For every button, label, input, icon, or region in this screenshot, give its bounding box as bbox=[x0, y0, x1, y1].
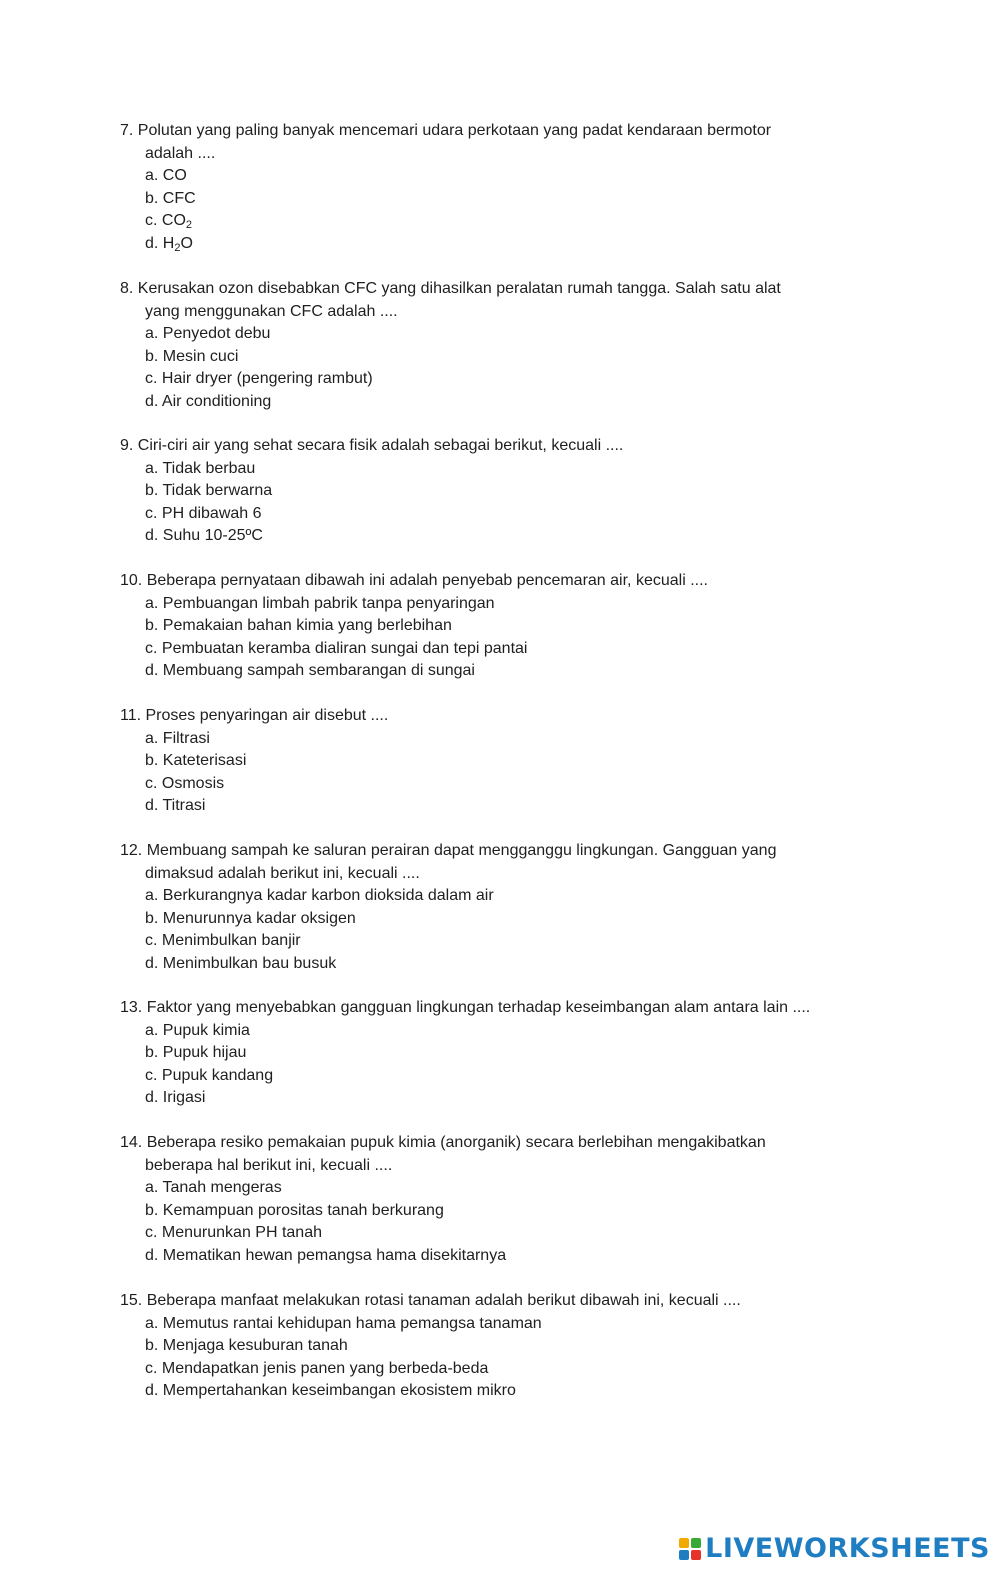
option-d: d. Irigasi bbox=[145, 1089, 206, 1106]
option-d: d. Suhu 10-25ºC bbox=[145, 527, 263, 544]
option-a: a. Tanah mengeras bbox=[145, 1179, 282, 1196]
option-a: a. Memutus rantai kehidupan hama pemangsa tanaman bbox=[145, 1314, 542, 1332]
question-stem: 14. Beberapa resiko pemakaian pupuk kimia (anorganik) secara berlebihan mengakibatkan beberapa hal berikut ini, kecuali .... bbox=[120, 1134, 766, 1174]
question-10 bbox=[120, 570, 880, 683]
option-b: b. Kemampuan porositas tanah berkurang bbox=[145, 1201, 444, 1219]
option-c: c. Menimbulkan banjir bbox=[145, 932, 301, 949]
option-b: b. Pupuk hijau bbox=[145, 1044, 247, 1061]
liveworksheets-brand[interactable] bbox=[679, 1533, 990, 1564]
option-a: a. Tidak berbau bbox=[145, 459, 256, 477]
question-12 bbox=[120, 840, 880, 975]
option-d: d. Mempertahankan keseimbangan ekosistem mikro bbox=[145, 1382, 516, 1399]
option-b: b. Tidak berwarna bbox=[145, 482, 273, 499]
option-b: b. Mesin cuci bbox=[145, 347, 239, 365]
question-8 bbox=[120, 278, 880, 413]
option-b: b. Menurunnya kadar oksigen bbox=[145, 909, 356, 927]
option-b: b. Kateterisasi bbox=[145, 752, 247, 769]
option-c: c. Pembuatan keramba dialiran sungai dan tepi pantai bbox=[145, 639, 528, 657]
question-stem: 15. Beberapa manfaat melakukan rotasi tanaman adalah berikut dibawah ini, kecuali .... bbox=[120, 1292, 741, 1309]
option-a: a. Filtrasi bbox=[145, 729, 210, 747]
option-d: d. Membuang sampah sembarangan di sungai bbox=[145, 662, 475, 679]
question-7 bbox=[120, 120, 880, 255]
option-d: d. Mematikan hewan pemangsa hama disekitarnya bbox=[145, 1246, 507, 1264]
question-14 bbox=[120, 1132, 880, 1267]
question-stem: 8. Kerusakan ozon disebabkan CFC yang dihasilkan peralatan rumah tangga. Salah satu alat yang menggunakan CFC adalah .... bbox=[120, 280, 781, 320]
option-d: d. Titrasi bbox=[145, 797, 206, 814]
option-d: d. $H_2O$ bbox=[145, 234, 193, 254]
liveworksheets-logo-icon bbox=[679, 1538, 701, 1560]
option-c: c. Pupuk kandang bbox=[145, 1066, 274, 1084]
option-a: a. Berkurangnya kadar karbon dioksida dalam air bbox=[145, 887, 494, 904]
question-stem: 13. Faktor yang menyebabkan gangguan lingkungan terhadap keseimbangan alam antara lain .... bbox=[120, 999, 811, 1016]
question-stem: 7. Polutan yang paling banyak mencemari udara perkotaan yang padat kendaraan bermotor adalah .... bbox=[120, 122, 772, 162]
option-a: a. Penyedot debu bbox=[145, 325, 271, 342]
option-d: d. Air conditioning bbox=[145, 392, 272, 410]
option-b: b. CFC bbox=[145, 189, 196, 207]
question-stem: 10. Beberapa pernyataan dibawah ini adalah penyebab pencemaran air, kecuali .... bbox=[120, 572, 708, 589]
option-c: c. $CO_2$ bbox=[145, 212, 193, 231]
option-c: c. Mendapatkan jenis panen yang berbeda-beda bbox=[145, 1359, 489, 1377]
option-b: b. Pemakaian bahan kimia yang berlebihan bbox=[145, 617, 452, 634]
option-c: c. Osmosis bbox=[145, 774, 225, 792]
question-13 bbox=[120, 997, 880, 1110]
option-a: a. Pembuangan limbah pabrik tanpa penyaringan bbox=[145, 594, 495, 612]
question-15 bbox=[120, 1290, 880, 1403]
question-stem: 9. Ciri-ciri air yang sehat secara fisik adalah sebagai berikut, kecuali .... bbox=[120, 437, 624, 454]
option-a: a. Pupuk kimia bbox=[145, 1021, 250, 1039]
option-a: a. CO bbox=[145, 167, 187, 184]
brand-name: LIVEWORKSHEETS bbox=[705, 1533, 990, 1564]
question-9 bbox=[120, 435, 880, 548]
option-b: b. Menjaga kesuburan tanah bbox=[145, 1337, 348, 1354]
question-stem: 11. Proses penyaringan air disebut .... bbox=[120, 707, 389, 724]
option-d: d. Menimbulkan bau busuk bbox=[145, 954, 337, 972]
option-c: c. PH dibawah 6 bbox=[145, 504, 262, 522]
option-c: c. Menurunkan PH tanah bbox=[145, 1224, 322, 1241]
option-c: c. Hair dryer (pengering rambut) bbox=[145, 370, 373, 387]
question-11 bbox=[120, 705, 880, 818]
question-stem: 12. Membuang sampah ke saluran perairan dapat mengganggu lingkungan. Gangguan yang dimaksud adalah berikut ini, kecuali .... bbox=[120, 842, 777, 882]
